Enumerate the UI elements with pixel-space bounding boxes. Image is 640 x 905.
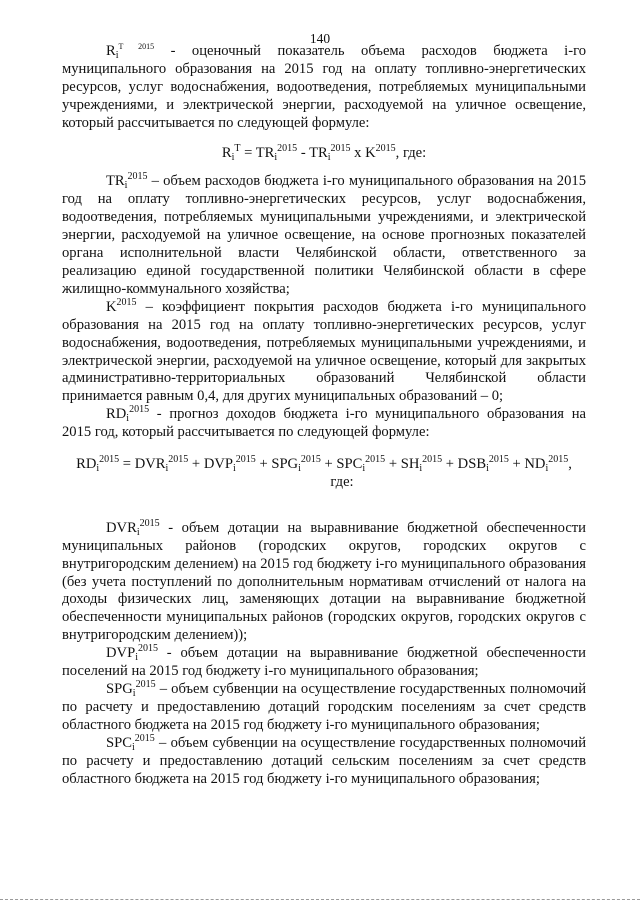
symbol-superscript: 2015	[127, 171, 148, 183]
formula-term: SH	[400, 456, 420, 473]
formula-superscript: 2015	[300, 454, 321, 466]
symbol-superscript: 2015	[116, 296, 137, 308]
symbol-subscript: i	[136, 526, 140, 538]
formula-superscript: 2015	[365, 454, 386, 466]
symbol-text: DVR	[106, 519, 137, 536]
formula-operator: +	[320, 456, 337, 473]
paragraph-rit-definition	[62, 43, 586, 133]
formula-term: DSB	[457, 456, 487, 473]
formula-term: DVP	[203, 456, 234, 473]
formula-term: R	[221, 144, 232, 161]
formula-superscript: 2015	[548, 454, 569, 466]
symbol-superscript: 2015	[139, 517, 160, 529]
formula-term: - TR	[297, 144, 328, 161]
formula-superscript: 2015	[488, 454, 509, 466]
symbol-subscript: i	[115, 50, 119, 61]
paragraph-spc-definition	[62, 732, 586, 789]
symbol-superscript: 2015	[135, 679, 156, 690]
definition-text: - объем дотации на выравнивание бюджетной обеспеченности поселений на 2015 год бюджету i-го муниципального образования;	[62, 645, 586, 680]
symbol-superscript: 2015	[134, 732, 155, 744]
symbol-subscript: i	[131, 741, 135, 753]
formula-subscript: i	[231, 151, 235, 163]
formula-operator: +	[255, 456, 272, 473]
symbol-rit	[106, 43, 154, 59]
symbol-superscript: 2015	[137, 643, 158, 655]
symbol-text: SPG	[106, 681, 133, 697]
formula-subscript: i	[233, 463, 236, 475]
formula-subscript: i	[327, 151, 331, 163]
symbol-subscript: i	[132, 688, 136, 699]
formula-rd	[54, 456, 594, 474]
definition-text: - оценочный показатель объема расходов бюджета i-го муниципального образования на 2015 год на оплату топливно-энергетических ресурсов, услуг водоснабжения, водоотведения, потребляемых муниципальными учреждениями, и электрической энергии, расходуемой на уличное освещение, который рассчитывается по следующей формуле:	[62, 43, 586, 131]
formula-superscript: 2015	[330, 142, 351, 154]
formula-subscript: i	[362, 463, 366, 475]
formula-subscript: i	[96, 463, 100, 475]
formula-subscript: i	[274, 151, 278, 163]
formula-term: DVR	[134, 456, 166, 473]
formula-superscript: 2015	[422, 454, 443, 466]
formula-subscript: i	[419, 463, 423, 475]
formula-rit	[62, 142, 586, 163]
page-number: 140	[309, 31, 331, 46]
formula-subscript: i	[298, 463, 301, 475]
formula-term: SPC	[336, 456, 363, 473]
paragraph-dvr-definition	[62, 517, 586, 645]
formula-superscript: 2015	[375, 142, 396, 154]
symbol-text: K	[106, 298, 117, 315]
definition-text: – объем субвенции на осуществление государственных полномочий по расчету и предоставлению дотаций сельским поселениям за счет средств областного бюджета на 2015 год бюджету i-го муниципального образования;	[62, 734, 586, 787]
symbol-text: SPC	[106, 734, 132, 751]
formula-term: = TR	[240, 144, 275, 161]
paragraph-tr-definition	[62, 173, 586, 298]
formula-term: x K	[350, 144, 376, 161]
formula-term: ND	[524, 456, 546, 473]
formula-superscript: 2015	[235, 454, 256, 466]
formula-superscript: T	[234, 142, 241, 154]
definition-text: - прогноз доходов бюджета i-го муниципального образования на 2015 год, который рассчитывается по следующей формуле:	[62, 406, 586, 441]
paragraph-spg-definition	[62, 681, 586, 735]
page-bottom-edge	[0, 899, 640, 900]
symbol-subscript: i	[124, 180, 128, 192]
page-content	[62, 43, 586, 788]
formula-term: RD	[76, 456, 97, 473]
symbol-subscript: i	[126, 413, 130, 425]
formula-subscript: i	[545, 463, 549, 475]
definition-text: - объем дотации на выравнивание бюджетной обеспеченности муниципальных районов (городских округов, городских округов с внутригородским делением) на 2015 год бюджету i-го муниципального образования (без учета поступлений по дополнительным нормативам отчислений от налога на доходы физических лиц, заменяющих дотации на выравнивание бюджетной обеспеченности муниципальных районов (городских округов, городских округов с внутригородским делением));	[62, 519, 586, 644]
definition-text: – объем субвенции на осуществление государственных полномочий по расчету и предоставлению дотаций городским поселениям за счет средств областного бюджета на 2015 год бюджету i-го муниципального образования;	[62, 681, 586, 733]
formula-subscript: i	[165, 463, 169, 475]
formula-superscript: 2015	[99, 454, 120, 466]
symbol-text: DVP	[106, 645, 136, 662]
symbol-superscript: T 2015	[118, 42, 155, 51]
paragraph-k-definition	[62, 296, 586, 406]
formula-operator: ,	[568, 456, 572, 473]
formula-operator: +	[188, 456, 204, 473]
formula-term: , где:	[395, 144, 427, 161]
formula-subscript: i	[486, 463, 489, 475]
paragraph-dvp-definition	[62, 645, 586, 681]
formula-operator: +	[508, 456, 525, 473]
symbol-subscript: i	[135, 652, 138, 664]
formula-superscript: 2015	[277, 142, 298, 154]
formula-operator: +	[385, 456, 401, 473]
formula-term: SPG	[271, 456, 299, 473]
symbol-text: TR	[106, 173, 125, 190]
definition-text: – коэффициент покрытия расходов бюджета i-го муниципального образования на 2015 год на оплату топливно-энергетических ресурсов, услуг водоснабжения, водоотведения, потребляемых муниципальными учреждениями, и электрической энергии, расходуемой на уличное освещение, который для закрытых административно-территориальных образований Челябинской области принимается равным 0,4, для других муниципальных образований – 0;	[62, 298, 586, 405]
symbol-text: RD	[106, 406, 127, 423]
symbol-superscript: 2015	[129, 404, 150, 416]
definition-text: – объем расходов бюджета i-го муниципального образования на 2015 год на оплату топливно-энергетических ресурсов, услуг водоснабжения, водоотведения, потребляемых муниципальными учреждениями, и электрической энергии, расходуемой на уличное освещение, на основе прогнозных показателей органа исполнительной власти Челябинской области, ответственного за реализацию единой государственной политики Челябинской области в сфере жилищно-коммунального хозяйства;	[62, 173, 586, 297]
formula-operator: =	[119, 456, 135, 473]
formula-superscript: 2015	[168, 454, 189, 466]
paragraph-rd-definition	[62, 406, 586, 442]
formula-where-label: где:	[330, 473, 354, 490]
formula-operator: +	[442, 456, 458, 473]
symbol-text: R	[106, 43, 116, 59]
